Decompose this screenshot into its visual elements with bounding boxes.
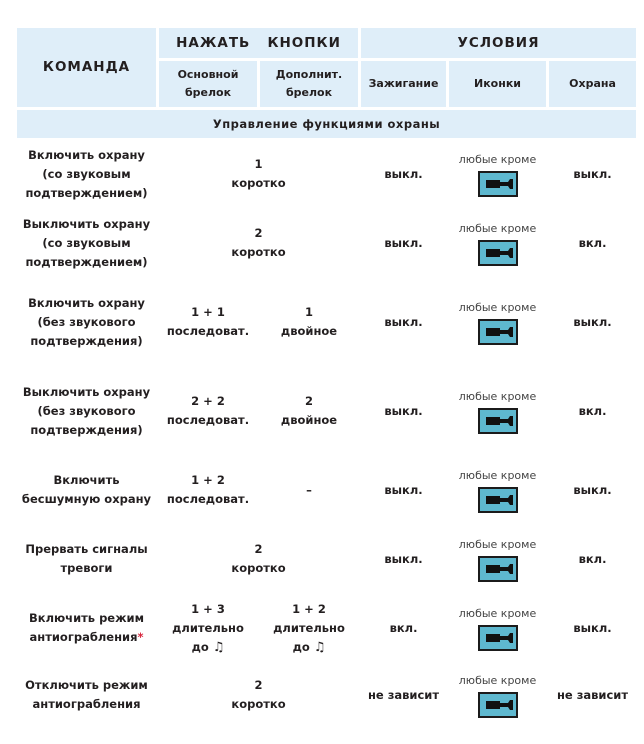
header-guard: Охрана bbox=[549, 61, 636, 107]
header-command: КОМАНДА bbox=[17, 28, 156, 107]
table-row bbox=[17, 526, 636, 592]
guard-state: выкл. bbox=[549, 595, 636, 661]
guard-state: выкл. bbox=[549, 457, 636, 523]
guard-state: вкл. bbox=[549, 210, 636, 276]
icon-note: любые кроме bbox=[458, 673, 537, 687]
ignition-state: не зависит bbox=[361, 664, 446, 726]
table-row bbox=[17, 664, 636, 726]
icons-cell bbox=[449, 141, 546, 207]
extra-fob-action: 1 + 2 длительно до ♫ bbox=[260, 595, 358, 661]
extra-fob-action: 1 двойное bbox=[260, 279, 358, 365]
extra-fob-action: – bbox=[260, 457, 358, 523]
music-note-icon: ♫ bbox=[212, 639, 225, 655]
wrench-icon bbox=[478, 625, 518, 651]
main-fob-action: 2 коротко bbox=[159, 664, 358, 726]
ignition-state: выкл. bbox=[361, 457, 446, 523]
guard-state: не зависит bbox=[549, 664, 636, 726]
icon-note: любые кроме bbox=[458, 300, 537, 314]
command-label: Включить бесшумную охрану bbox=[17, 457, 156, 523]
wrench-icon bbox=[478, 556, 518, 582]
main-fob-action: 1 + 3 длительно до ♫ bbox=[159, 595, 257, 661]
header-main-fob: Основной брелок bbox=[159, 61, 257, 107]
icon-note: любые кроме bbox=[458, 152, 537, 166]
command-label: Включить охрану (со звуковым подтверждением) bbox=[17, 141, 156, 207]
ignition-state: выкл. bbox=[361, 279, 446, 365]
guard-state: выкл. bbox=[549, 141, 636, 207]
header-conditions: УСЛОВИЯ bbox=[361, 28, 636, 58]
table-row bbox=[17, 210, 636, 276]
ignition-state: выкл. bbox=[361, 210, 446, 276]
ignition-state: вкл. bbox=[361, 595, 446, 661]
icons-cell bbox=[449, 279, 546, 365]
main-fob-action: 2 коротко bbox=[159, 526, 358, 592]
command-label: Отключить режим антиограбления bbox=[17, 664, 156, 726]
main-fob-action: 2 коротко bbox=[159, 210, 358, 276]
icons-cell bbox=[449, 210, 546, 276]
wrench-icon bbox=[478, 487, 518, 513]
extra-fob-action: 2 двойное bbox=[260, 368, 358, 454]
icons-cell bbox=[449, 595, 546, 661]
icons-cell bbox=[449, 457, 546, 523]
footnote-star: * bbox=[137, 630, 144, 644]
main-fob-action: 2 + 2 последоват. bbox=[159, 368, 257, 454]
wrench-icon bbox=[478, 692, 518, 718]
guard-state: вкл. bbox=[549, 526, 636, 592]
table-row bbox=[17, 141, 636, 207]
icon-note: любые кроме bbox=[458, 606, 537, 620]
wrench-icon bbox=[478, 408, 518, 434]
command-label: Включить режим антиограбления* bbox=[17, 595, 156, 661]
table-row bbox=[17, 368, 636, 454]
table-row bbox=[17, 279, 636, 365]
music-note-icon: ♫ bbox=[313, 639, 326, 655]
icon-note: любые кроме bbox=[458, 221, 537, 235]
main-fob-action: 1 коротко bbox=[159, 141, 358, 207]
guard-state: выкл. bbox=[549, 279, 636, 365]
section-title: Управление функциями охраны bbox=[17, 110, 636, 138]
command-label: Включить охрану (без звукового подтверждения) bbox=[17, 279, 156, 365]
main-fob-action: 1 + 1 последоват. bbox=[159, 279, 257, 365]
wrench-icon bbox=[478, 240, 518, 266]
icon-note: любые кроме bbox=[458, 468, 537, 482]
command-label: Выключить охрану (без звукового подтверждения) bbox=[17, 368, 156, 454]
table-row bbox=[17, 457, 636, 523]
icons-cell bbox=[449, 368, 546, 454]
header-ignition: Зажигание bbox=[361, 61, 446, 107]
wrench-icon bbox=[478, 171, 518, 197]
wrench-icon bbox=[478, 319, 518, 345]
table-row bbox=[17, 595, 636, 661]
icon-note: любые кроме bbox=[458, 389, 537, 403]
command-label: Прервать сигналы тревоги bbox=[17, 526, 156, 592]
header-extra-fob: Дополнит. брелок bbox=[260, 61, 358, 107]
ignition-state: выкл. bbox=[361, 141, 446, 207]
header-icons: Иконки bbox=[449, 61, 546, 107]
ignition-state: выкл. bbox=[361, 368, 446, 454]
main-fob-action: 1 + 2 последоват. bbox=[159, 457, 257, 523]
command-table bbox=[14, 25, 639, 729]
icons-cell bbox=[449, 664, 546, 726]
icon-note: любые кроме bbox=[458, 537, 537, 551]
header-press-buttons: НАЖАТЬ КНОПКИ bbox=[159, 28, 358, 58]
guard-state: вкл. bbox=[549, 368, 636, 454]
icons-cell bbox=[449, 526, 546, 592]
ignition-state: выкл. bbox=[361, 526, 446, 592]
command-label: Выключить охрану (со звуковым подтверждением) bbox=[17, 210, 156, 276]
